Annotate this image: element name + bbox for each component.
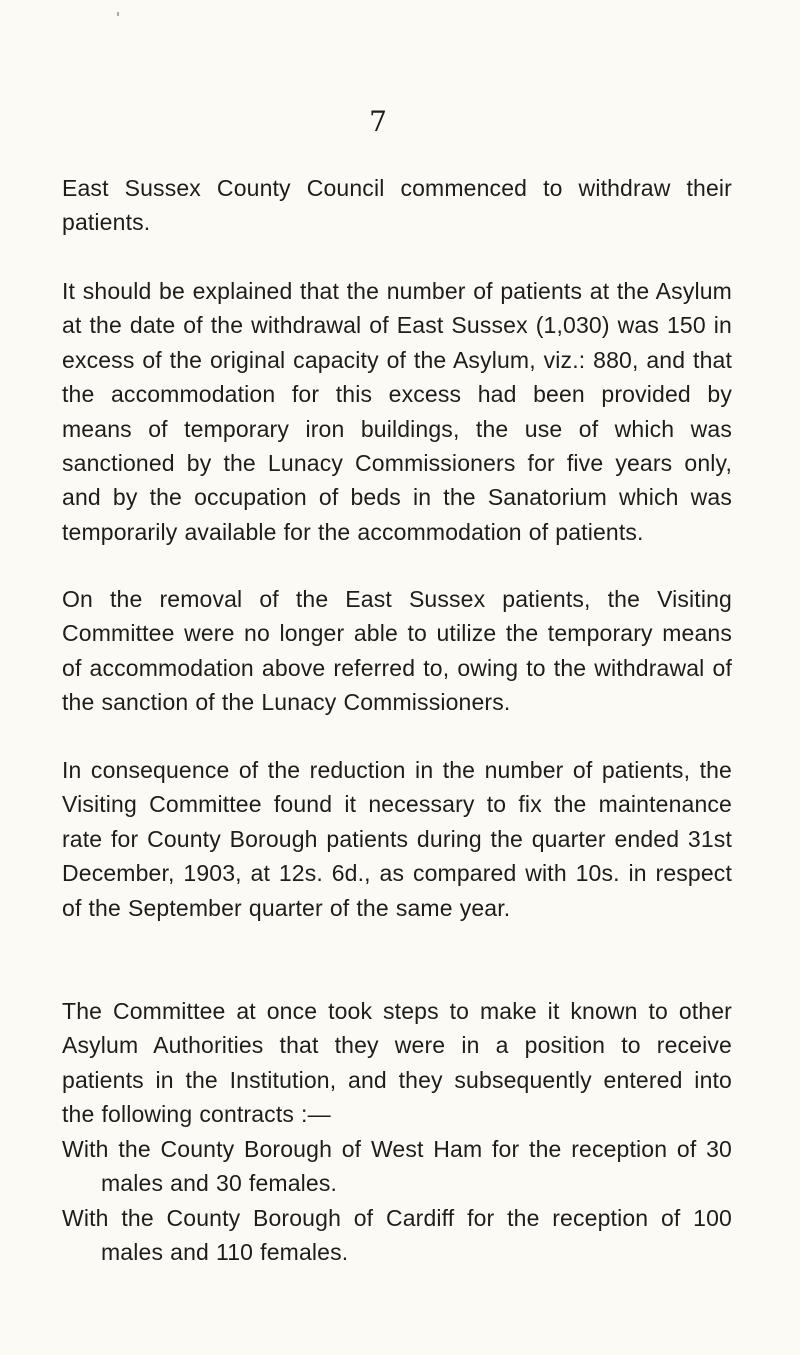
page-number: 7 [369,105,387,138]
paper-speck [117,12,119,16]
contract-west-ham: With the County Borough of West Ham for the reception of 30 males and 30 females. [62,1136,732,1197]
paragraph-contracts-intro: The Committee at once took steps to make it known to other Asylum Authorities that they were in a position to receive patients in the Institution, and they subsequently entered into the following contracts :— [62,998,732,1128]
contract-cardiff: With the County Borough of Cardiff for the reception of 100 males and 110 females. [62,1205,732,1266]
paragraph-asylum-capacity: It should be explained that the number of patients at the Asylum at the date of the withdrawal of East Sussex (1,030) was 150 in excess of the original capacity of the Asylum, viz.: 880, and that the accommodation for this excess had been provided by means of temporary iron buildings, the use of which was sanctioned by the Lunacy Commissioners for five years only, and by the occupation of beds in the Sanatorium which was temporarily available for the accommodation of patients. [62,278,732,545]
paragraph-removal-of-patients: On the removal of the East Sussex patients, the Visiting Committee were no longer able to utilize the temporary means of accommodation above referred to, owing to the withdrawal of the sanction of the Lunacy Commissioners. [62,586,732,716]
paragraph-maintenance-rate: In consequence of the reduction in the number of patients, the Visiting Committee found it necessary to fix the maintenance rate for County Borough patients during the quarter ended 31st December, 1903, at 12s. 6d., as compared with 10s. in respect of the September quarter of the same year. [62,757,732,921]
paragraph-continuation: East Sussex County Council commenced to withdraw their patients. [62,175,732,236]
